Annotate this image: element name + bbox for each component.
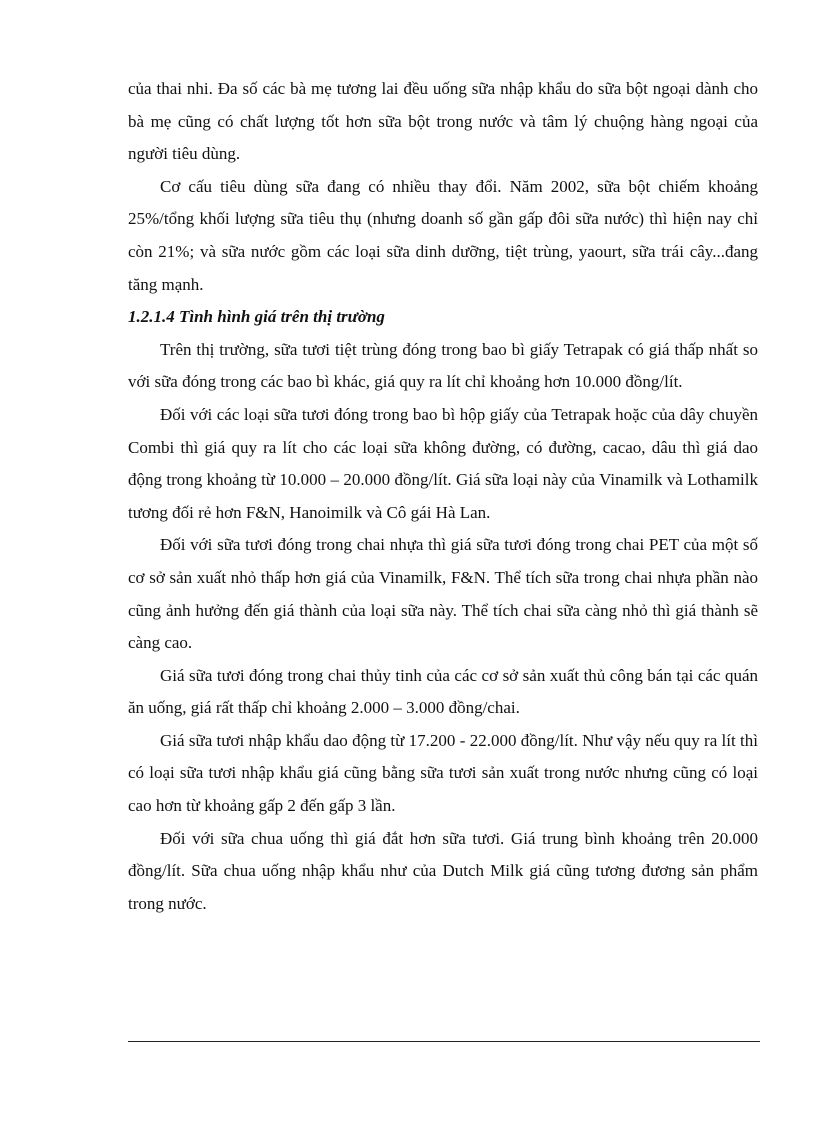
paragraph-glass-bottle-price: Giá sữa tươi đóng trong chai thủy tinh của các cơ sở sản xuất thủ công bán tại các quán ăn uống, giá rất thấp chỉ khoảng 2.000 – 3.000 đồng/chai. bbox=[128, 665, 758, 718]
section-heading: 1.2.1.4 Tình hình giá trên thị trường bbox=[128, 307, 385, 327]
footer-divider bbox=[128, 1041, 760, 1042]
paragraph-continuation: của thai nhi. Đa số các bà mẹ tương lai đều uống sữa nhập khẩu do sữa bột ngoại dành cho bà mẹ cũng có chất lượng tốt hơn sữa bột trong nước và tâm lý chuộng hàng ngoại của người tiêu dùng. bbox=[128, 79, 758, 164]
paragraph-tetrapak-price: Trên thị trường, sữa tươi tiệt trùng đóng trong bao bì giấy Tetrapak có giá thấp nhất so với sữa đóng trong các bao bì khác, giá quy ra lít chỉ khoảng hơn 10.000 đồng/lít. bbox=[128, 339, 758, 392]
document-body bbox=[128, 73, 758, 920]
paragraph-imported-milk-price: Giá sữa tươi nhập khẩu dao động từ 17.200 - 22.000 đồng/lít. Như vậy nếu quy ra lít thì có loại sữa tươi nhập khẩu giá cũng bằng sữa tươi sản xuất trong nước nhưng cũng có loại cao hơn từ khoảng gấp 2 đến gấp 3 lần. bbox=[128, 730, 758, 816]
paragraph-yogurt-drink-price: Đối với sữa chua uống thì giá đắt hơn sữa tươi. Giá trung bình khoảng trên 20.000 đồng/lít. Sữa chua uống nhập khẩu như của Dutch Milk giá cũng tương đương sản phẩm trong nước. bbox=[128, 828, 758, 913]
paragraph-carton-price: Đối với các loại sữa tươi đóng trong bao bì hộp giấy của Tetrapak hoặc của dây chuyền Combi thì giá quy ra lít cho các loại sữa không đường, có đường, cacao, dâu thì giá dao động trong khoảng từ 10.000 – 20.000 đồng/lít. Giá sữa loại này của Vinamilk và Lothamilk tương đối rẻ hơn F&N, Hanoimilk và Cô gái Hà Lan. bbox=[128, 404, 758, 522]
paragraph-consumption-structure: Cơ cấu tiêu dùng sữa đang có nhiều thay đổi. Năm 2002, sữa bột chiếm khoảng 25%/tổng khối lượng sữa tiêu thụ (nhưng doanh số gần gấp đôi sữa nước) thì hiện nay chỉ còn 21%; và sữa nước gồm các loại sữa dinh dưỡng, tiệt trùng, yaourt, sữa trái cây...đang tăng mạnh. bbox=[128, 176, 758, 294]
paragraph-pet-bottle-price: Đối với sữa tươi đóng trong chai nhựa thì giá sữa tươi đóng trong chai PET của một số cơ sở sản xuất nhỏ thấp hơn giá của Vinamilk, F&N. Thể tích sữa trong chai nhựa phần nào cũng ảnh hưởng đến giá thành của loại sữa này. Thể tích chai sữa càng nhỏ thì giá thành sẽ càng cao. bbox=[128, 535, 758, 653]
